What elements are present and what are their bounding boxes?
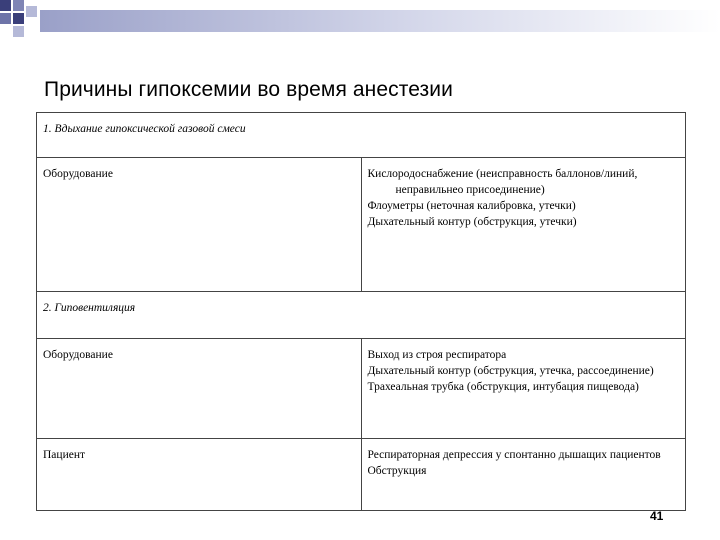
category-cell: Оборудование [37, 158, 362, 292]
section-header-row [37, 113, 686, 158]
detail-line: Обструкция [367, 465, 427, 477]
detail-line: Флоуметры (неточная калибровка, утечки) [367, 200, 576, 212]
slide-title: Причины гипоксемии во время анестезии [44, 78, 453, 101]
section-heading: 2. Гиповентиляция [37, 292, 686, 339]
header-decoration [0, 0, 720, 40]
detail-line: Дыхательный контур (обструкция, утечки) [367, 216, 577, 228]
detail-line: неправильнео присоединение) [395, 184, 545, 196]
deco-square-5 [13, 13, 24, 24]
page-number: 41 [650, 509, 664, 523]
detail-line: Кислородоснабжение (неисправность баллонов/линий, [367, 168, 638, 180]
table-row [37, 439, 686, 511]
details-cell [361, 339, 686, 439]
deco-square-1 [0, 0, 11, 11]
section-heading: 1. Вдыхание гипоксической газовой смеси [37, 113, 686, 158]
deco-square-2 [13, 0, 24, 11]
category-cell: Оборудование [37, 339, 362, 439]
deco-square-4 [0, 13, 11, 24]
detail-line: Выход из строя респиратора [367, 349, 507, 361]
header-gradient-bar [40, 10, 720, 32]
detail-line: Респираторная депрессия у спонтанно дышащих пациентов [367, 449, 661, 461]
details-cell [361, 439, 686, 511]
deco-square-6 [13, 26, 24, 37]
table-row [37, 158, 686, 292]
causes-table [36, 112, 686, 511]
detail-line: Трахеальная трубка (обструкция, интубация пищевода) [367, 381, 639, 393]
section-header-row [37, 292, 686, 339]
table-row [37, 339, 686, 439]
details-cell [361, 158, 686, 292]
deco-square-3 [26, 6, 37, 17]
category-cell: Пациент [37, 439, 362, 511]
detail-line: Дыхательный контур (обструкция, утечка, рассоединение) [367, 365, 654, 377]
